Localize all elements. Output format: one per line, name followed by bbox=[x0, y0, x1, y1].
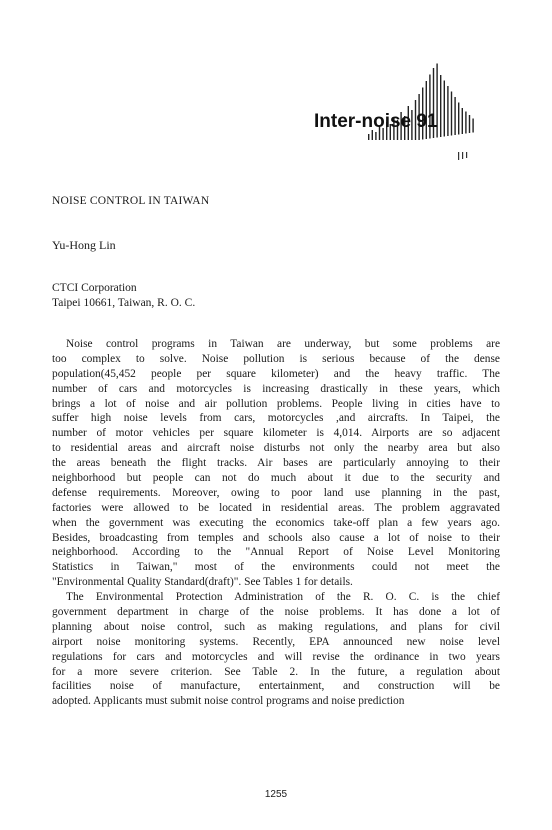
text-line: The Environmental Protection Administration of the R. O. C. is the chief bbox=[66, 591, 500, 604]
text-line: government department in charge of the noise problems. It has done a lot of bbox=[52, 606, 500, 619]
text-line: factories were allowed to be located in residential areas. The problem aggravated bbox=[52, 501, 500, 514]
paragraph bbox=[52, 337, 500, 590]
text-line: for a more severe criterion. See Table 2. In the future, a regulation about bbox=[52, 665, 500, 678]
text-line: Besides, broadcasting from temples and schools also cause a lot of noise to their bbox=[52, 531, 500, 544]
text-line: adopted. Applicants must submit noise control programs and noise prediction bbox=[52, 695, 405, 708]
logo-bar bbox=[472, 119, 473, 133]
text-line: Noise control programs in Taiwan are underway, but some problems are bbox=[66, 338, 500, 350]
text-line: number of motor vehicles per square kilometer is 4,014. Airports are so adjacent bbox=[52, 427, 500, 440]
inter-noise-91-logo bbox=[308, 44, 480, 166]
logo-bar bbox=[375, 132, 376, 140]
text-line: facilities noise of manufacture, entertainment, and construction will be bbox=[52, 680, 500, 693]
text-line: when the government was executing the economics take-off plan a few years ago. bbox=[52, 516, 500, 529]
affiliation-line: Taipei 10661, Taiwan, R. O. C. bbox=[52, 296, 196, 309]
logo-tick bbox=[462, 152, 463, 159]
text-line: planning about noise control, such as making regulations, and plans for civil bbox=[52, 620, 500, 633]
text-line: regulations for cars and motorcycles and will revise the ordinance in two years bbox=[52, 650, 500, 663]
text-line: suffer high noise levels from cars, motorcycles ,and aircrafts. In Taipei, the bbox=[52, 412, 500, 425]
logo-bar bbox=[444, 81, 445, 137]
body-text bbox=[52, 337, 500, 709]
text-line: neighborhood but people can not do much about it due to the security and bbox=[52, 472, 500, 485]
text-line: the areas beneath the flight tracks. Air bases are particularly annoying to their bbox=[52, 457, 500, 470]
text-line: airport noise monitoring systems. Recently, EPA announced new noise level bbox=[52, 635, 500, 648]
logo-bar bbox=[469, 115, 470, 133]
affiliation-line: CTCI Corporation bbox=[52, 282, 137, 294]
text-line: to residential areas and aircraft noise disturbs not only the nearby area but also bbox=[52, 442, 500, 455]
text-line: neighborhood. According to the "Annual Report of Noise Level Monitoring bbox=[52, 546, 500, 559]
inter-noise-logo-graphic bbox=[308, 44, 480, 166]
paper-title: NOISE CONTROL IN TAIWAN bbox=[52, 195, 210, 207]
logo-tick bbox=[458, 152, 459, 160]
logo-wordmark: Inter-noise 91 bbox=[314, 111, 438, 132]
text-line: population(45,452 people per square kilometer) and the heavy traffic. The bbox=[52, 367, 500, 380]
logo-tick bbox=[466, 152, 467, 158]
text-line: "Environmental Quality Standard(draft)". See Tables 1 for details. bbox=[52, 576, 353, 589]
logo-bar bbox=[447, 86, 448, 136]
text-line: brings a lot of noise and air pollution problems. People living in cities have to bbox=[52, 397, 500, 410]
logo-bar bbox=[462, 108, 463, 134]
text-line: number of cars and motorcycles is increasing drastically in these years, which bbox=[52, 382, 500, 395]
paragraph bbox=[52, 590, 500, 709]
text-line: too complex to solve. Noise pollution is serious because of the dense bbox=[52, 352, 500, 365]
page-number: 1255 bbox=[264, 789, 288, 800]
affiliation bbox=[52, 281, 195, 310]
author-name: Yu-Hong Lin bbox=[52, 238, 116, 252]
logo-bar bbox=[454, 97, 455, 135]
logo-bar bbox=[451, 92, 452, 136]
logo-bar bbox=[368, 134, 369, 140]
text-line: Statistics in Taiwan," most of the environments could not meet the bbox=[52, 561, 500, 574]
text-line: defense requirements. Moreover, owing to poor land use planning in the past, bbox=[52, 486, 500, 499]
logo-bar bbox=[465, 112, 466, 134]
logo-bar bbox=[458, 103, 459, 135]
logo-bar bbox=[440, 75, 441, 137]
